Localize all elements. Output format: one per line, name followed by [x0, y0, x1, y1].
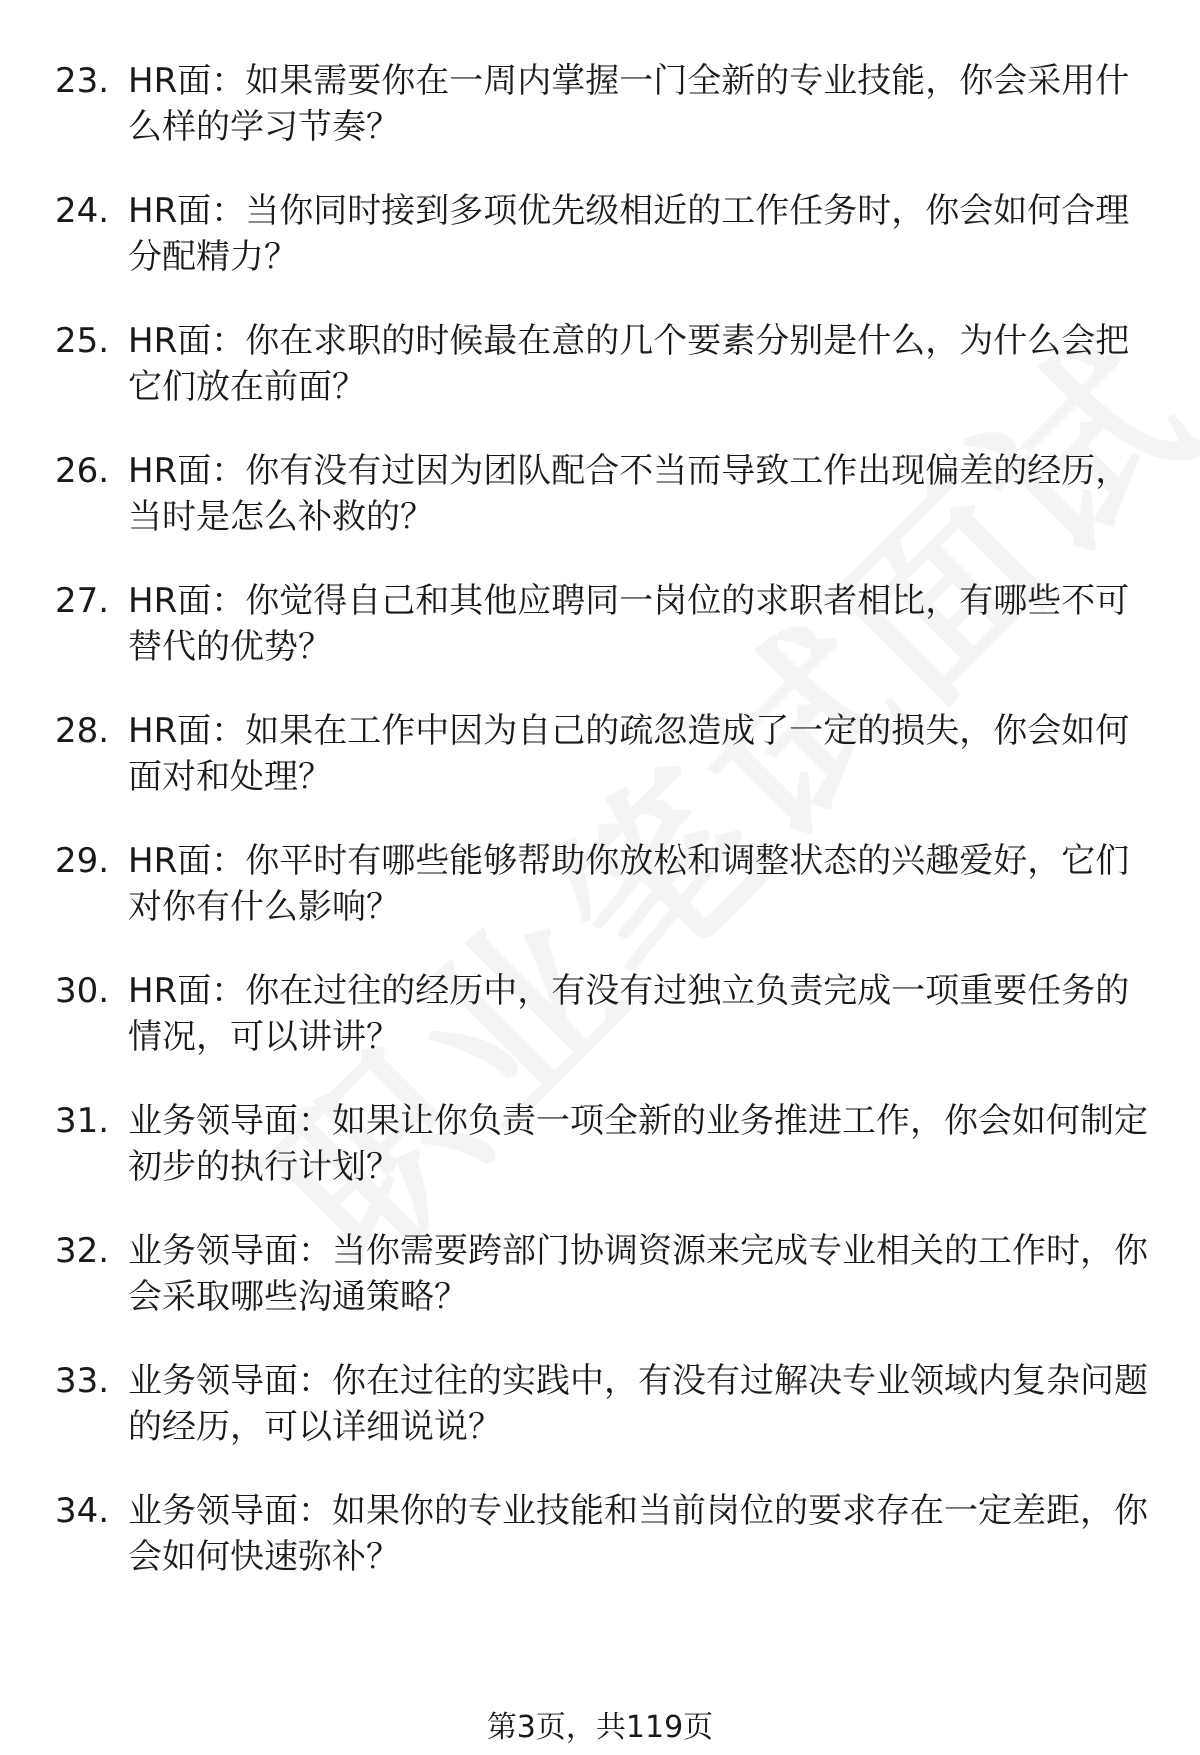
- question-text: 业务领导面：你在过往的实践中，有没有过解决专业领域内复杂问题的经历，可以详细说说？: [128, 1361, 1148, 1447]
- question-text: HR面：你觉得自己和其他应聘同一岗位的求职者相比，有哪些不可替代的优势？: [128, 581, 1130, 667]
- question-number: 27.: [55, 581, 110, 621]
- question-number: 24.: [55, 191, 110, 231]
- list-item: [55, 318, 1155, 448]
- list-item: [55, 1488, 1155, 1618]
- question-text: HR面：你在求职的时候最在意的几个要素分别是什么，为什么会把它们放在前面？: [128, 321, 1130, 407]
- question-text: 业务领导面：当你需要跨部门协调资源来完成专业相关的工作时，你会采取哪些沟通策略？: [128, 1231, 1148, 1317]
- question-list: [55, 58, 1155, 1618]
- question-text: HR面：你平时有哪些能够帮助你放松和调整状态的兴趣爱好，它们对你有什么影响？: [128, 841, 1130, 927]
- list-item: [55, 448, 1155, 578]
- question-number: 34.: [55, 1491, 110, 1531]
- question-text: HR面：当你同时接到多项优先级相近的工作任务时，你会如何合理分配精力？: [128, 191, 1130, 277]
- question-number: 25.: [55, 321, 110, 361]
- question-number: 28.: [55, 711, 110, 751]
- question-text: HR面：你有没有过因为团队配合不当而导致工作出现偏差的经历，当时是怎么补救的？: [128, 451, 1130, 537]
- page-footer: 第3页，共119页: [486, 1710, 714, 1745]
- list-item: [55, 578, 1155, 708]
- question-number: 30.: [55, 971, 110, 1011]
- question-number: 32.: [55, 1231, 110, 1271]
- list-item: [55, 838, 1155, 968]
- question-text: 业务领导面：如果让你负责一项全新的业务推进工作，你会如何制定初步的执行计划？: [128, 1101, 1148, 1187]
- question-number: 31.: [55, 1101, 110, 1141]
- question-text: HR面：如果在工作中因为自己的疏忽造成了一定的损失，你会如何面对和处理？: [128, 711, 1130, 797]
- question-text: 业务领导面：如果你的专业技能和当前岗位的要求存在一定差距，你会如何快速弥补？: [128, 1491, 1148, 1577]
- question-number: 23.: [55, 61, 110, 101]
- list-item: [55, 968, 1155, 1098]
- list-item: [55, 1358, 1155, 1488]
- question-number: 33.: [55, 1361, 110, 1401]
- list-item: [55, 708, 1155, 838]
- question-number: 26.: [55, 451, 110, 491]
- question-text: HR面：如果需要你在一周内掌握一门全新的专业技能，你会采用什么样的学习节奏？: [128, 61, 1130, 147]
- question-text: HR面：你在过往的经历中，有没有过独立负责完成一项重要任务的情况，可以讲讲？: [128, 971, 1130, 1057]
- list-item: [55, 1098, 1155, 1228]
- list-item: [55, 58, 1155, 188]
- list-item: [55, 188, 1155, 318]
- question-number: 29.: [55, 841, 110, 881]
- list-item: [55, 1228, 1155, 1358]
